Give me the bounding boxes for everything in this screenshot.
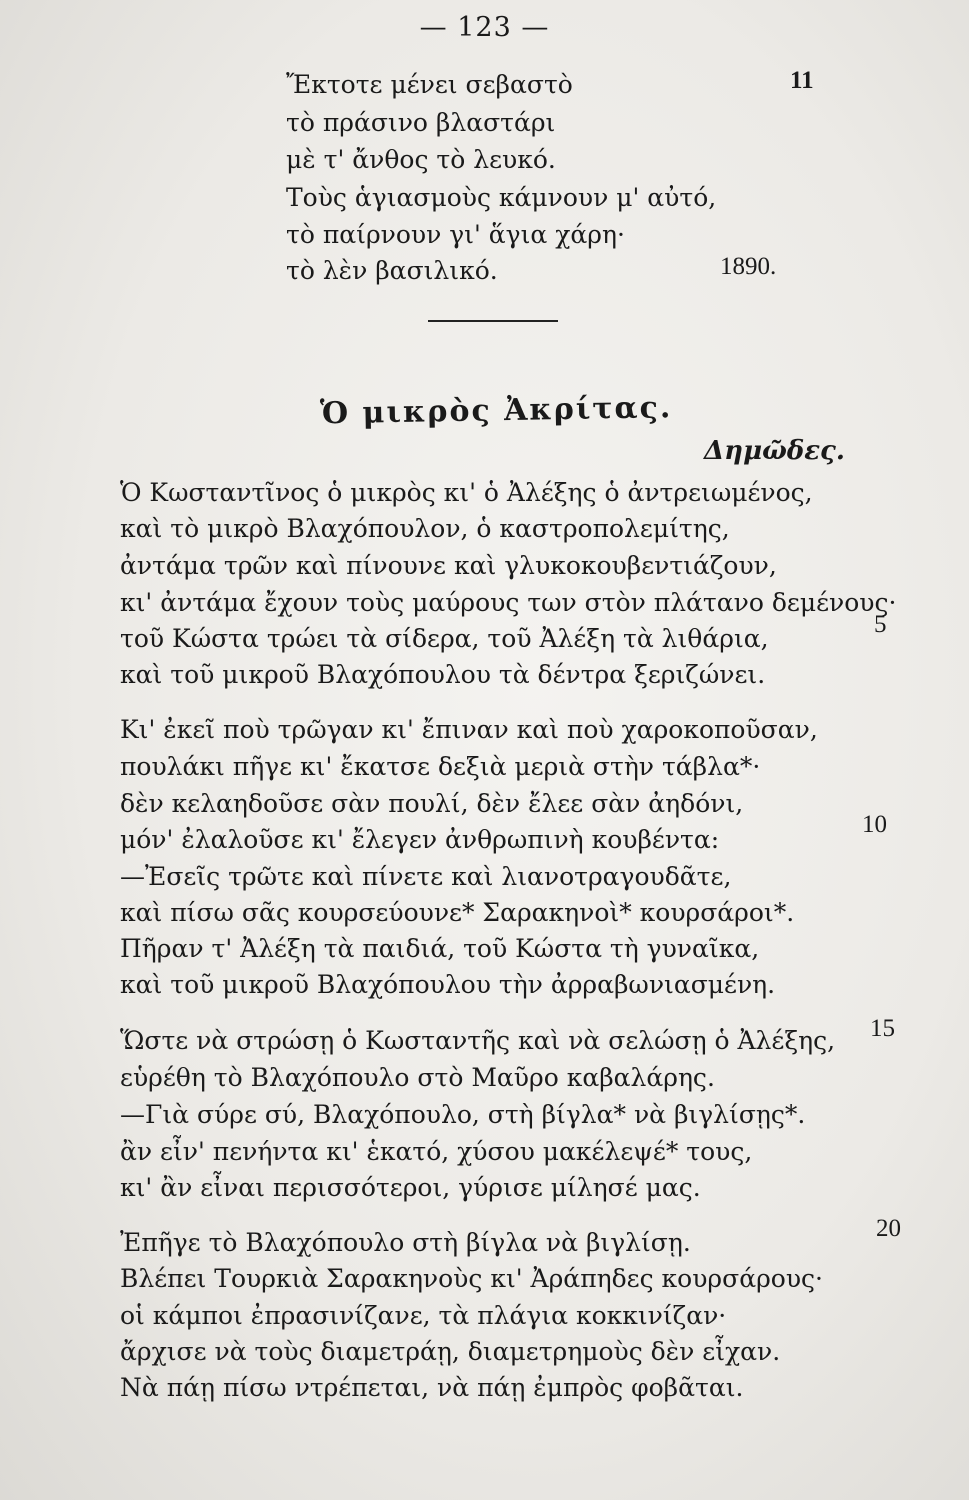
poem-title: Ὁ μικρὸς Ἀκρίτας.: [319, 390, 673, 432]
verse-line: ἂν εἶν' πενήντα κι' ἑκατό, χύσου μακέλεψέ* τους,: [120, 1137, 753, 1166]
line-number: 20: [876, 1215, 901, 1242]
verse-line: Κι' ἐκεῖ ποὺ τρῶγαν κι' ἔπιναν καὶ ποὺ χαροκοποῦσαν,: [120, 715, 818, 744]
verse-line: καὶ πίσω σᾶς κουρσεύουνε* Σαρακηνοὶ* κουρσάροι*.: [120, 898, 795, 927]
verse-line: τὸ πράσινο βλαστάρι: [286, 108, 556, 137]
line-number: 11: [790, 67, 814, 94]
verse-line: ἀντάμα τρῶν καὶ πίνουνε καὶ γλυκοκουβεντιάζουν,: [120, 551, 777, 580]
verse-line: —Ἐσεῖς τρῶτε καὶ πίνετε καὶ λιανοτραγουδᾶτε,: [120, 862, 732, 891]
verse-line: Ἔκτοτε μένει σεβαστὸ: [286, 70, 573, 99]
verse-line: —Γιὰ σύρε σύ, Βλαχόπουλο, στὴ βίγλα* νὰ βιγλίσῃς*.: [120, 1100, 806, 1129]
poem-subtitle: Δημῶδες.: [704, 436, 845, 466]
verse-line: κι' ἂν εἶναι περισσότεροι, γύρισε μίλησέ μας.: [120, 1173, 701, 1202]
line-number: 5: [874, 611, 887, 638]
verse-line: καὶ τοῦ μικροῦ Βλαχόπουλου τὰ δέντρα ξεριζώνει.: [120, 660, 766, 689]
verse-line: καὶ τοῦ μικροῦ Βλαχόπουλου τὴν ἀρραβωνιασμένη.: [120, 970, 776, 999]
verse-line: Ἐπῆγε τὸ Βλαχόπουλο στὴ βίγλα νὰ βιγλίσῃ.: [120, 1228, 691, 1257]
verse-line: τὸ λὲν βασιλικό.: [286, 256, 498, 285]
verse-line: εὑρέθη τὸ Βλαχόπουλο στὸ Μαῦρο καβαλάρης.: [120, 1063, 715, 1092]
verse-line: κι' ἀντάμα ἔχουν τοὺς μαύρους των στὸν πλάτανο δεμένους·: [120, 588, 897, 617]
verse-line: οἱ κάμποι ἐπρασινίζανε, τὰ πλάγια κοκκινίζαν·: [120, 1301, 727, 1330]
verse-line: μὲ τ' ἄνθος τὸ λευκό.: [286, 145, 556, 174]
verse-line: Πῆραν τ' Ἀλέξη τὰ παιδιά, τοῦ Κώστα τὴ γυναῖκα,: [120, 934, 760, 963]
verse-line: Τοὺς ἁγιασμοὺς κάμνουν μ' αὐτό,: [286, 183, 717, 212]
page-number: — 123 —: [419, 12, 550, 43]
line-number: 15: [870, 1015, 895, 1042]
poem-year: 1890.: [720, 253, 777, 280]
verse-line: Ὁ Κωσταντῖνος ὁ μικρὸς κι' ὁ Ἀλέξης ὁ ἀντρειωμένος,: [120, 478, 813, 507]
verse-line: πουλάκι πῆγε κι' ἔκατσε δεξιὰ μεριὰ στὴν τάβλα*·: [120, 752, 761, 781]
verse-line: δὲν κελαηδοῦσε σὰν πουλί, δὲν ἔλεε σὰν ἀηδόνι,: [120, 789, 744, 818]
verse-line: ἄρχισε νὰ τοὺς διαμετράῃ, διαμετρημοὺς δὲν εἶχαν.: [120, 1337, 781, 1366]
verse-line: μόν' ἐλαλοῦσε κι' ἔλεγεν ἀνθρωπινὴ κουβέντα:: [120, 825, 720, 854]
verse-line: Βλέπει Τουρκιὰ Σαρακηνοὺς κι' Ἀράπηδες κουρσάρους·: [120, 1264, 823, 1293]
verse-line: καὶ τὸ μικρὸ Βλαχόπουλον, ὁ καστροπολεμίτης,: [120, 514, 730, 543]
verse-line: τὸ παίρνουν γι' ἅγια χάρη·: [286, 220, 625, 249]
verse-line: τοῦ Κώστα τρώει τὰ σίδερα, τοῦ Ἀλέξη τὰ λιθάρια,: [120, 624, 769, 653]
line-number: 10: [862, 811, 887, 838]
verse-line: Ὥστε νὰ στρώσῃ ὁ Κωσταντῆς καὶ νὰ σελώσῃ ὁ Ἀλέξης,: [120, 1026, 836, 1055]
verse-line: Νὰ πάῃ πίσω ντρέπεται, νὰ πάῃ ἐμπρὸς φοβᾶται.: [120, 1373, 744, 1402]
section-divider: [428, 320, 558, 322]
